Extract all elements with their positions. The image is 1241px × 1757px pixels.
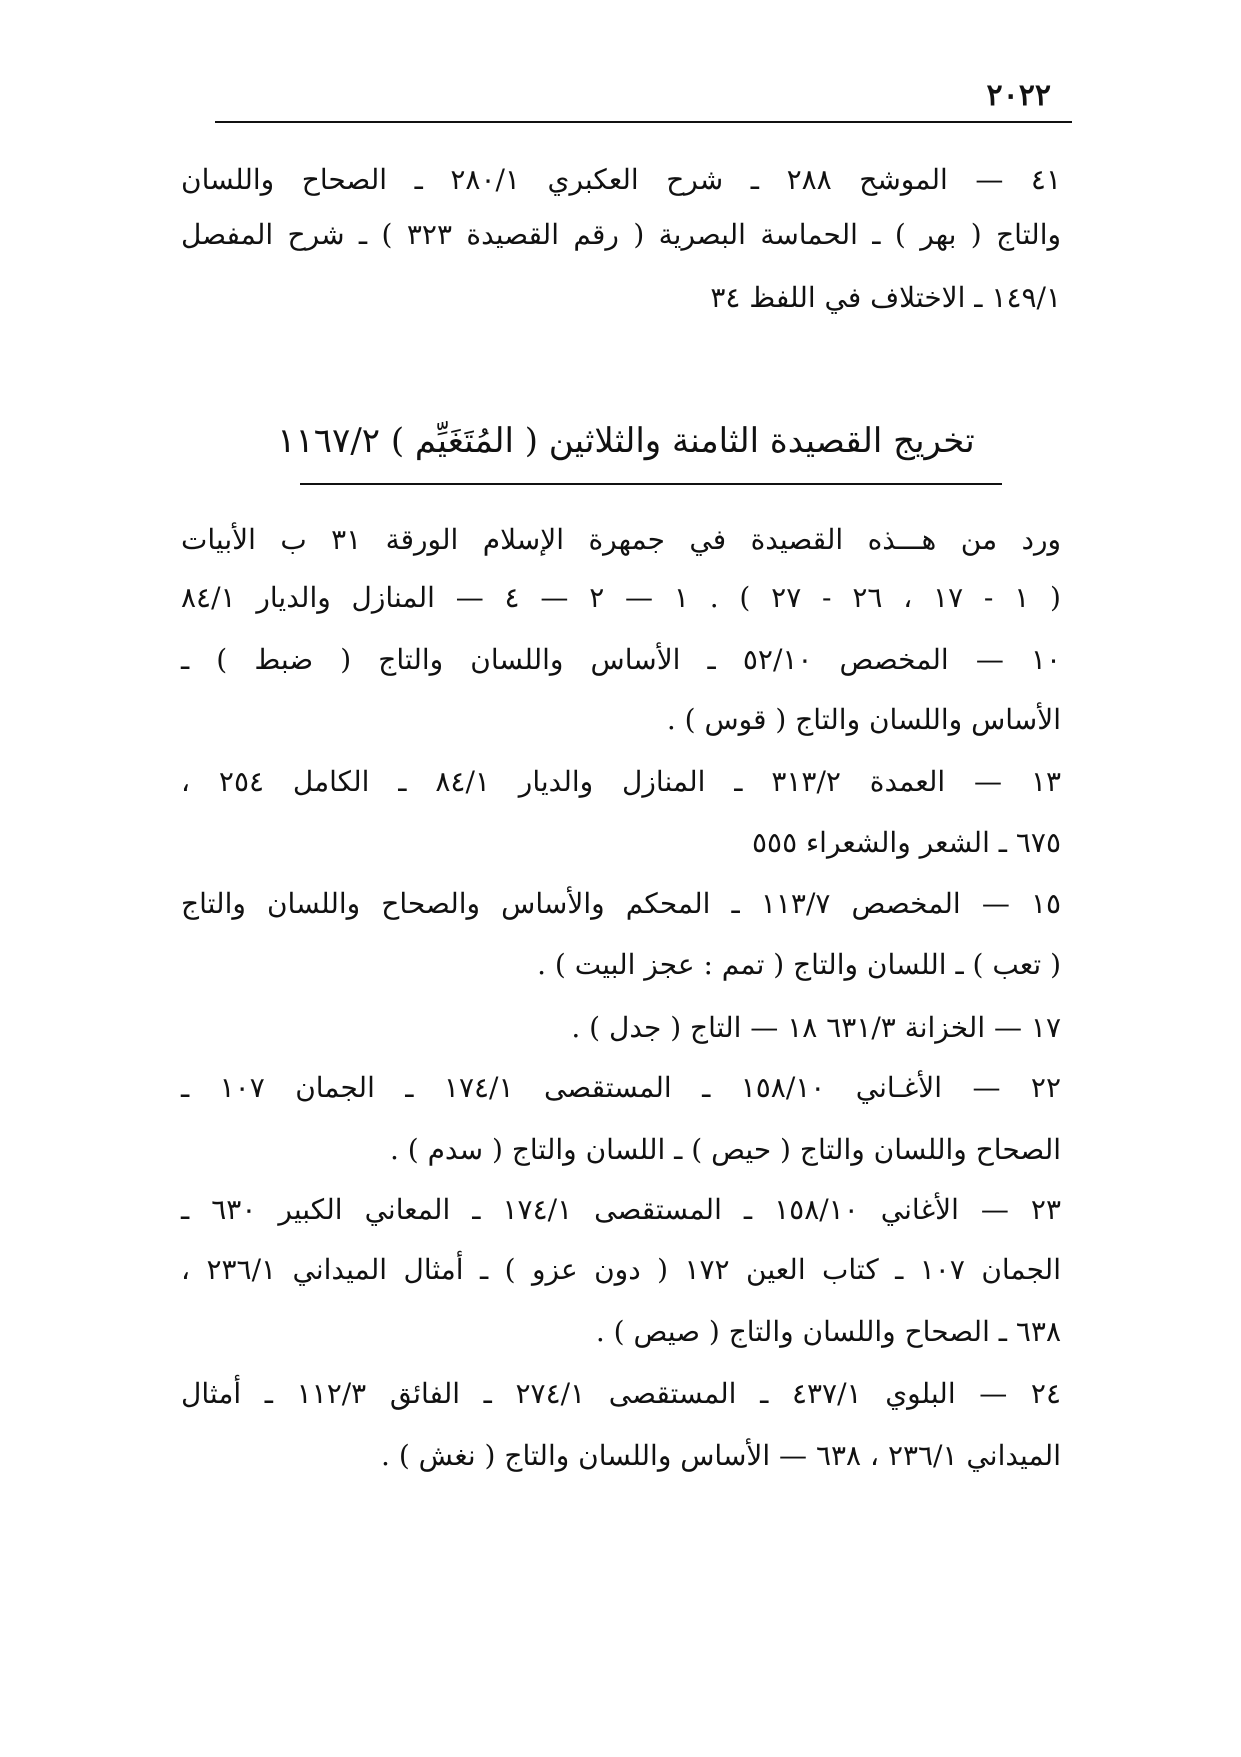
text-line: ١٤٩/١ ـ الاختلاف في اللفظ ٣٤ [710, 281, 1061, 314]
text-line: ١٠ — المخصص ٥٢/١٠ ـ الأساس واللسان والتاج ( ضبط ) ـ [181, 643, 1061, 676]
title-underline [300, 483, 1002, 485]
text-line: الميداني ٢٣٦/١ ، ٦٣٨ — الأساس واللسان والتاج ( نغش ) . [381, 1439, 1061, 1472]
text-line: والتاج ( بهر ) ـ الحماسة البصرية ( رقم القصيدة ٣٢٣ ) ـ شرح المفصل [181, 218, 1061, 251]
text-line: ورد من هـــذه القصيدة في جمهرة الإسلام الورقة ٣١ ب الأبيات [181, 523, 1062, 556]
text-line: ٢٣ — الأغاني ١٥٨/١٠ ـ المستقصى ١٧٤/١ ـ المعاني الكبير ٦٣٠ ـ [181, 1193, 1061, 1226]
text-line: ( ١ - ١٧ ، ٢٦ - ٢٧ ) . ١ — ٢ — ٤ — المنازل والديار ٨٤/١ [181, 581, 1061, 614]
text-line: ١٧ — الخزانة ٦٣١/٣ ١٨ — التاج ( جدل ) . [571, 1011, 1061, 1044]
text-line: ١٣ — العمدة ٣١٣/٢ ـ المنازل والديار ٨٤/١ ـ الكامل ٢٥٤ ، [181, 765, 1062, 798]
text-line: ٦٧٥ ـ الشعر والشعراء ٥٥٥ [751, 826, 1061, 859]
page-number: ٢٠٢٢ [986, 78, 1051, 113]
text-line: ٤١ — الموشح ٢٨٨ ـ شرح العكبري ٢٨٠/١ ـ الصحاح واللسان [181, 163, 1061, 196]
text-line: الصحاح واللسان والتاج ( حيص ) ـ اللسان والتاج ( سدم ) . [389, 1133, 1061, 1166]
text-line: ( تعب ) ـ اللسان والتاج ( تمم : عجز البيت ) . [537, 948, 1061, 981]
section-title: تخريج القصيدة الثامنة والثلاثين ( المُتَغَيِّم ) ١١٦٧/٢ [277, 421, 975, 461]
text-line: ١٥ — المخصص ١١٣/٧ ـ المحكم والأساس والصحاح واللسان والتاج [181, 887, 1062, 920]
text-line: الجمان ١٠٧ ـ كتاب العين ١٧٢ ( دون عزو ) ـ أمثال الميداني ٢٣٦/١ ، [181, 1253, 1061, 1286]
text-line: ٢٤ — البلوي ٤٣٧/١ ـ المستقصى ٢٧٤/١ ـ الفائق ١١٢/٣ ـ أمثال [181, 1377, 1061, 1410]
text-line: ٢٢ — الأغـاني ١٥٨/١٠ ـ المستقصى ١٧٤/١ ـ الجمان ١٠٧ ـ [181, 1071, 1061, 1104]
text-line: ٦٣٨ ـ الصحاح واللسان والتاج ( صيص ) . [595, 1315, 1061, 1348]
header-divider [215, 121, 1072, 123]
text-line: الأساس واللسان والتاج ( قوس ) . [666, 703, 1061, 736]
